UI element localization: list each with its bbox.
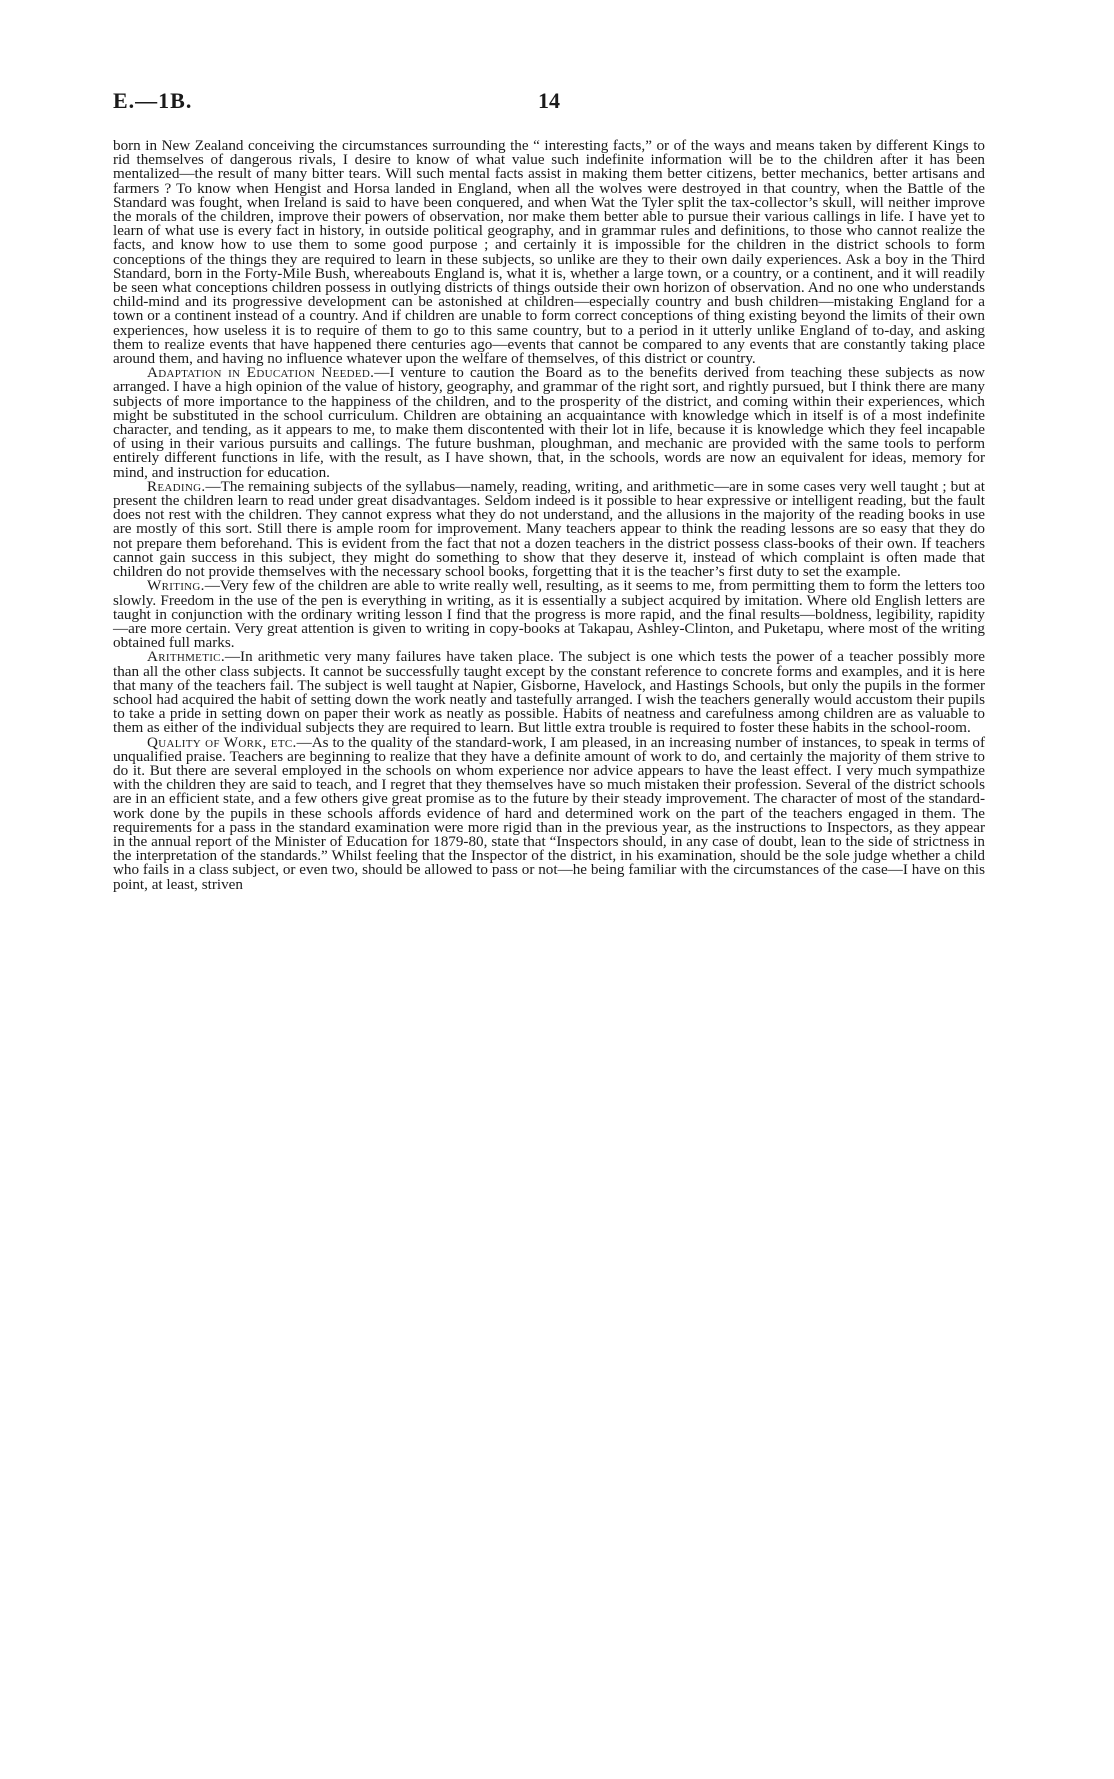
- paragraph-text: —I venture to caution the Board as to the benefits derived from teaching these subjects as now arranged. I have a high opinion of the value of history, geography, and grammar of the right sort, and rightly pursued, but I think there are many subjects of more importance to the happiness of the children, and to the prosperity of the district, and coming within their experiences, which might be substituted in the school curriculum. Children are obtaining an acquaintance with knowledge which in itself is of a most indefinite character, and tending, as it appears to me, to make them discontented with their lot in life, because it is knowledge which they feel incapable of using in their various pursuits and callings. The future bushman, ploughman, and mechanic are provided with the same tools to perform entirely different functions in life, with the result, as I have shown, that, in the schools, words are now an equivalent for ideas, memory for mind, and instruction for education.: [113, 364, 985, 481]
- paragraph-text: —The remaining subjects of the syllabus—namely, reading, writing, and arithmetic—are in some cases very well taught ; but at present the children learn to read under great disadvantages. Seldom indeed is it possible to hear expressive or intelligent reading, but the fault does not rest with the children. They cannot express what they do not understand, and the allusions in the majority of the reading books in use are mostly of this sort. Still there is ample room for improvement. Many teachers appear to think the reading lessons are so easy that they do not prepare them beforehand. This is evident from the fact that not a dozen teachers in the district possess class-books of their own. If teachers cannot gain success in this subject, they might do something to show that they deserve it, instead of which complaint is often made that children do not provide themselves with the necessary school books, forgetting that it is the teacher’s first duty to set the example.: [113, 477, 985, 581]
- paragraph-writing: [113, 579, 985, 650]
- paragraph-continuation: [113, 139, 985, 366]
- paragraph-text: —As to the quality of the standard-work, I am pleased, in an increasing number of instances, to speak in terms of unqualified praise. Teachers are beginning to realize that they have a definite amount of work to do, and certainly the majority of them strive to do it. But there are several employed in the schools on whom experience nor advice appears to have the least effect. I very much sympathize with the children they are said to teach, and I regret that they themselves have so much mistaken their profession. Several of the district schools are in an efficient state, and a few others give great promise as to the future by their steady improvement. The character of most of the standard-work done by the pupils in these schools affords evidence of hard and determined work on the part of the teachers engaged in them. The requirements for a pass in the standard examination were more rigid than in the previous year, as the instructions to Inspectors, as they appear in the annual report of the Minister of Education for 1879-80, state that “Inspectors should, in any case of doubt, lean to the side of strictness in the interpretation of the standards.” Whilst feeling that the Inspector of the district, in his examination, should be the sole judge whether a child who fails in a class subject, or even two, should be allowed to pass or not—he being familiar with the circumstances of the case—I have on this point, at least, striven: [113, 733, 985, 893]
- body-text: [113, 139, 985, 892]
- section-heading: Arithmetic.: [147, 648, 225, 666]
- section-heading: Reading.: [147, 477, 206, 495]
- section-heading: Writing.: [147, 577, 205, 595]
- section-heading: Adaptation in Education Needed.: [147, 364, 375, 382]
- paragraph-quality-of-work: [113, 733, 985, 893]
- paragraph-arithmetic: [113, 650, 985, 735]
- section-heading: Quality of Work, etc.: [147, 733, 297, 751]
- page-number: 14: [538, 88, 560, 113]
- paragraph-text: born in New Zealand conceiving the circumstances surrounding the “ interesting facts,” or of the ways and means taken by different Kings to rid themselves of dangerous rivals, I desire to know of what value such indefinite information will be to the children after it has been mentalized—the result of many bitter tears. Will such mental facts assist in making them better citizens, better mechanics, better artisans and farmers ? To know when Hengist and Horsa landed in England, when all the wolves were destroyed in that country, when the Battle of the Standard was fought, when Ireland is said to have been conquered, and when Wat the Tyler split the tax-collector’s skull, will neither improve the morals of the children, improve their powers of observation, nor make them better able to pursue their various callings in life. I have yet to learn of what use is every fact in history, in outside political geography, and in grammar rules and definitions, to those who cannot realize the facts, and know how to use them to some good purpose ; and certainly it is impossible for the children in the district schools to form conceptions of the things they are required to learn in these subjects, so unlike are they to their own daily experiences. Ask a boy in the Third Standard, born in the Forty-Mile Bush, whereabouts England is, what it is, whether a large town, or a country, or a continent, and it will readily be seen what conceptions children possess in outlying districts of things outside their own horizon of observation. And no one who understands child-mind and its progressive development can be astonished at children—especially country and bush children—mistaking England for a town or a continent instead of a country. And if children are unable to form correct conceptions of thing existing beyond the limits of their own experiences, how useless it is to require of them to go to this same country, but to a period in it utterly unlike England of to-day, and asking them to realize events that have happened there centuries ago—events that cannot be compared to any events that are constantly taking place around them, and having no influence whatever upon the welfare of themselves, of this district or country.: [113, 137, 985, 368]
- paragraph-text: —Very few of the children are able to write really well, resulting, as it seems to me, from permitting them to form the letters too slowly. Freedom in the use of the pen is everything in writing, as it is essentially a subject acquired by imitation. Where old English letters are taught in conjunction with the ordinary writing lesson I find that the progress is more rapid, and the final results—boldness, legibility, rapidity—are more certain. Very great attention is given to writing in copy-books at Takapau, Ashley-Clinton, and Puketapu, where most of the writing obtained full marks.: [113, 577, 985, 652]
- paragraph-adaptation: [113, 366, 985, 480]
- paragraph-text: —In arithmetic very many failures have taken place. The subject is one which tests the power of a teacher possibly more than all the other class subjects. It cannot be successfully taught except by the constant reference to concrete forms and examples, and it is here that many of the teachers fail. The subject is well taught at Napier, Gisborne, Havelock, and Hastings Schools, but only the pupils in the former school had acquired the habit of setting down the work neatly and tastefully arranged. I wish the teachers generally would accustom their pupils to take a pride in setting down on paper their work as neatly as possible. Habits of neatness and carefulness among children are as valuable to them as either of the individual subjects they are required to learn. But little extra trouble is required to foster these habits in the school-room.: [113, 648, 985, 737]
- paragraph-reading: [113, 477, 985, 581]
- page-header: [113, 88, 983, 118]
- document-reference: E.—1B.: [113, 88, 193, 113]
